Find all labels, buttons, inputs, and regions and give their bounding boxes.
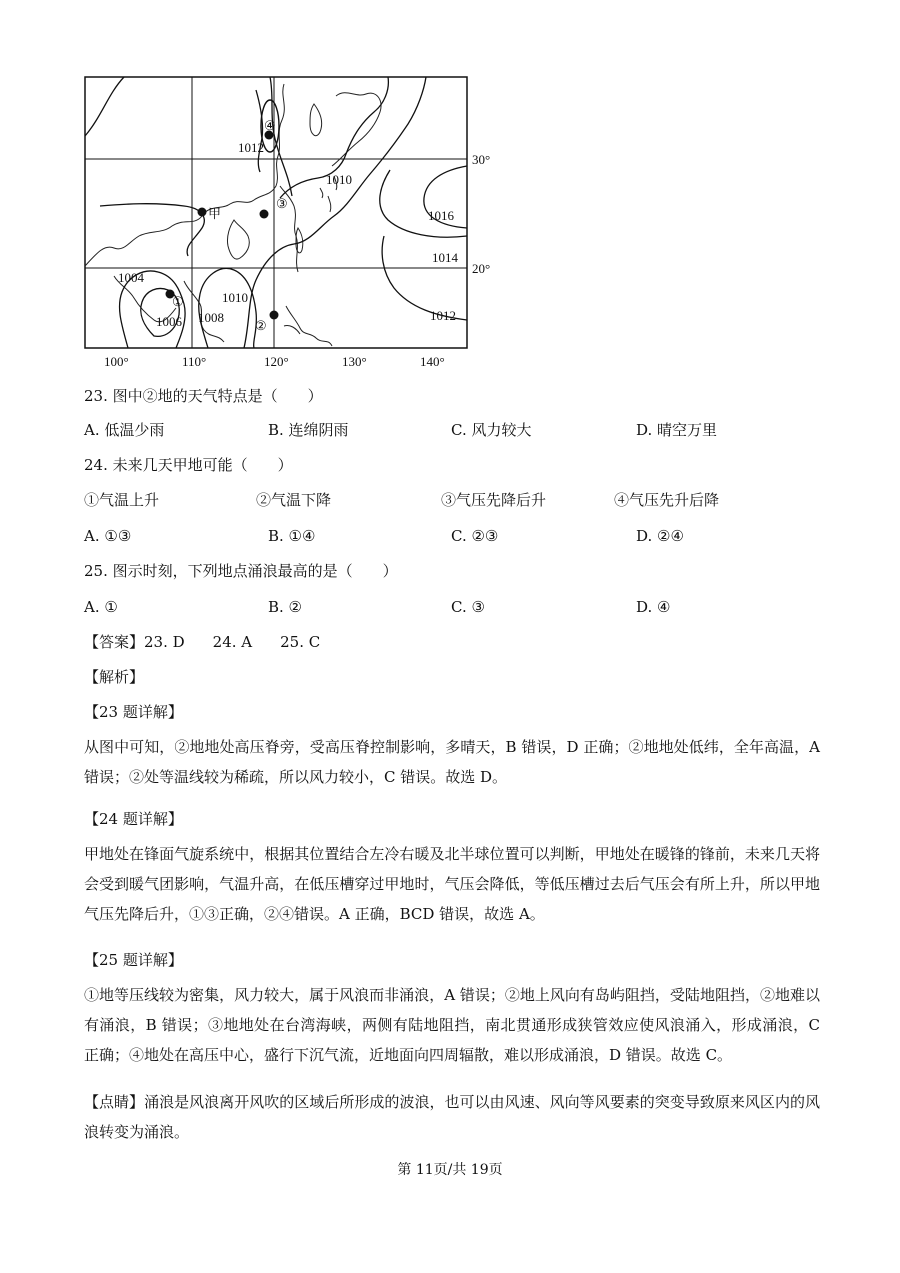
isobar-label-1012-north: 1012	[238, 140, 264, 155]
isobar-west	[85, 77, 124, 136]
answer-24: 24. A	[212, 633, 253, 651]
tip-text: 涌浪是风浪离开风吹的区域后所形成的波浪，也可以由风速、风向等风要素的突变导致原来风区内的风浪转变为涌浪。	[84, 1093, 820, 1141]
page-footer: 第 11页/共 19页	[397, 1162, 503, 1178]
question-24-option-d: D. ②④	[636, 527, 684, 545]
detail-23-heading: 【23 题详解】	[84, 703, 183, 721]
lat-label-20: 20°	[472, 261, 491, 276]
map-frame	[85, 77, 467, 348]
isobar-label-1010-north: 1010	[326, 172, 352, 187]
lon-label-100: 100°	[104, 354, 129, 369]
question-24-choice-1: ①气温上升	[84, 491, 160, 509]
lat-label-30: 30°	[472, 152, 491, 167]
tip-paragraph	[84, 1087, 820, 1147]
detail-25-text: ①地等压线较为密集，风力较大，属于风浪而非涌浪，A 错误；②地上风向有岛屿阻挡，受陆地阻挡，②地难以有涌浪，B 错误；③地地处在台湾海峡，两侧有陆地阻挡，南北贯通形成狭管效应使风浪涌入，形成涌浪，C 正确；④地处在高压中心，盛行下沉气流，近地面向四周辐散，难以形成涌浪，D 错误。故选 C。	[84, 986, 820, 1064]
lon-label-110: 110°	[182, 354, 207, 369]
lon-label-140: 140°	[420, 354, 445, 369]
coastlines	[85, 84, 381, 346]
isobar-1012-north	[270, 77, 292, 196]
question-24-option-c: C. ②③	[451, 527, 499, 545]
question-24-choice-3: ③气压先降后升	[441, 491, 547, 509]
question-25-option-b: B. ②	[268, 598, 303, 616]
question-24-stem: 24. 未来几天甲地可能（ ）	[84, 456, 293, 474]
point-3-marker	[260, 210, 269, 219]
detail-24-heading: 【24 题详解】	[84, 810, 183, 828]
answer-line	[84, 632, 348, 652]
question-25-option-a: A. ①	[84, 598, 118, 616]
detail-23-text: 从图中可知，②地地处高压脊旁，受高压脊控制影响，多晴天，B 错误，D 正确；②地地处低纬，全年高温，A 错误；②处等温线较为稀疏，所以风力较小，C 错误。故选 D。	[84, 738, 820, 786]
isobar-map	[84, 76, 504, 376]
point-jia-label: 甲	[208, 206, 222, 221]
question-25-option-d: D. ④	[636, 598, 671, 616]
isobar-label-1012-east: 1012	[430, 308, 456, 323]
lon-label-130: 130°	[342, 354, 367, 369]
question-24-choice-2: ②气温下降	[256, 491, 332, 509]
detail-25-heading: 【25 题详解】	[84, 951, 183, 969]
question-23-option-b: B. 连绵阴雨	[268, 421, 349, 439]
question-25-stem: 25. 图示时刻，下列地点涌浪最高的是（ ）	[84, 562, 398, 580]
map-grid	[85, 77, 467, 348]
question-24-option-a: A. ①③	[84, 527, 132, 545]
answer-23: 23. D	[144, 633, 185, 651]
question-23-option-a: A. 低温少雨	[84, 421, 165, 439]
question-25-option-c: C. ③	[451, 598, 485, 616]
detail-24-text: 甲地处在锋面气旋系统中，根据其位置结合左冷右暖及北半球位置可以判断，甲地处在暖锋的锋前，未来几天将会受到暖气团影响，气温升高，在低压槽穿过甲地时，气压会降低，等低压槽过去后气压会有所上升，所以甲地气压先降后升，①③正确，②④错误。A 正确，BCD 错误，故选 A。	[84, 845, 820, 923]
question-23-option-d: D. 晴空万里	[636, 421, 718, 439]
analysis-label: 【解析】	[84, 668, 145, 686]
isobar-label-1016: 1016	[428, 208, 454, 223]
isobar-map-figure	[84, 76, 504, 376]
question-24-option-b: B. ①④	[268, 527, 316, 545]
question-23-stem: 23. 图中②地的天气特点是（ ）	[84, 387, 323, 405]
question-23-option-c: C. 风力较大	[451, 421, 532, 439]
isobar-1008	[199, 268, 257, 348]
isobars	[85, 77, 467, 348]
answer-label: 【答案】	[84, 633, 145, 651]
isobar-label-1006: 1006	[156, 314, 182, 329]
point-2-marker	[270, 311, 279, 320]
isobar-label-1004: 1004	[118, 270, 144, 285]
answer-25: 25. C	[280, 633, 321, 651]
question-24-choice-4: ④气压先升后降	[614, 491, 720, 509]
isobar-label-1010-south: 1010	[222, 290, 248, 305]
point-1-label: ①	[172, 294, 184, 309]
tip-label: 【点睛】	[84, 1093, 145, 1111]
lon-label-120: 120°	[264, 354, 289, 369]
point-2-label: ②	[255, 318, 267, 333]
point-4-label: ④	[264, 118, 276, 133]
isobar-label-1008: 1008	[198, 310, 224, 325]
point-jia-marker	[198, 208, 207, 217]
point-3-label: ③	[276, 196, 288, 211]
isobar-label-1014: 1014	[432, 250, 458, 265]
